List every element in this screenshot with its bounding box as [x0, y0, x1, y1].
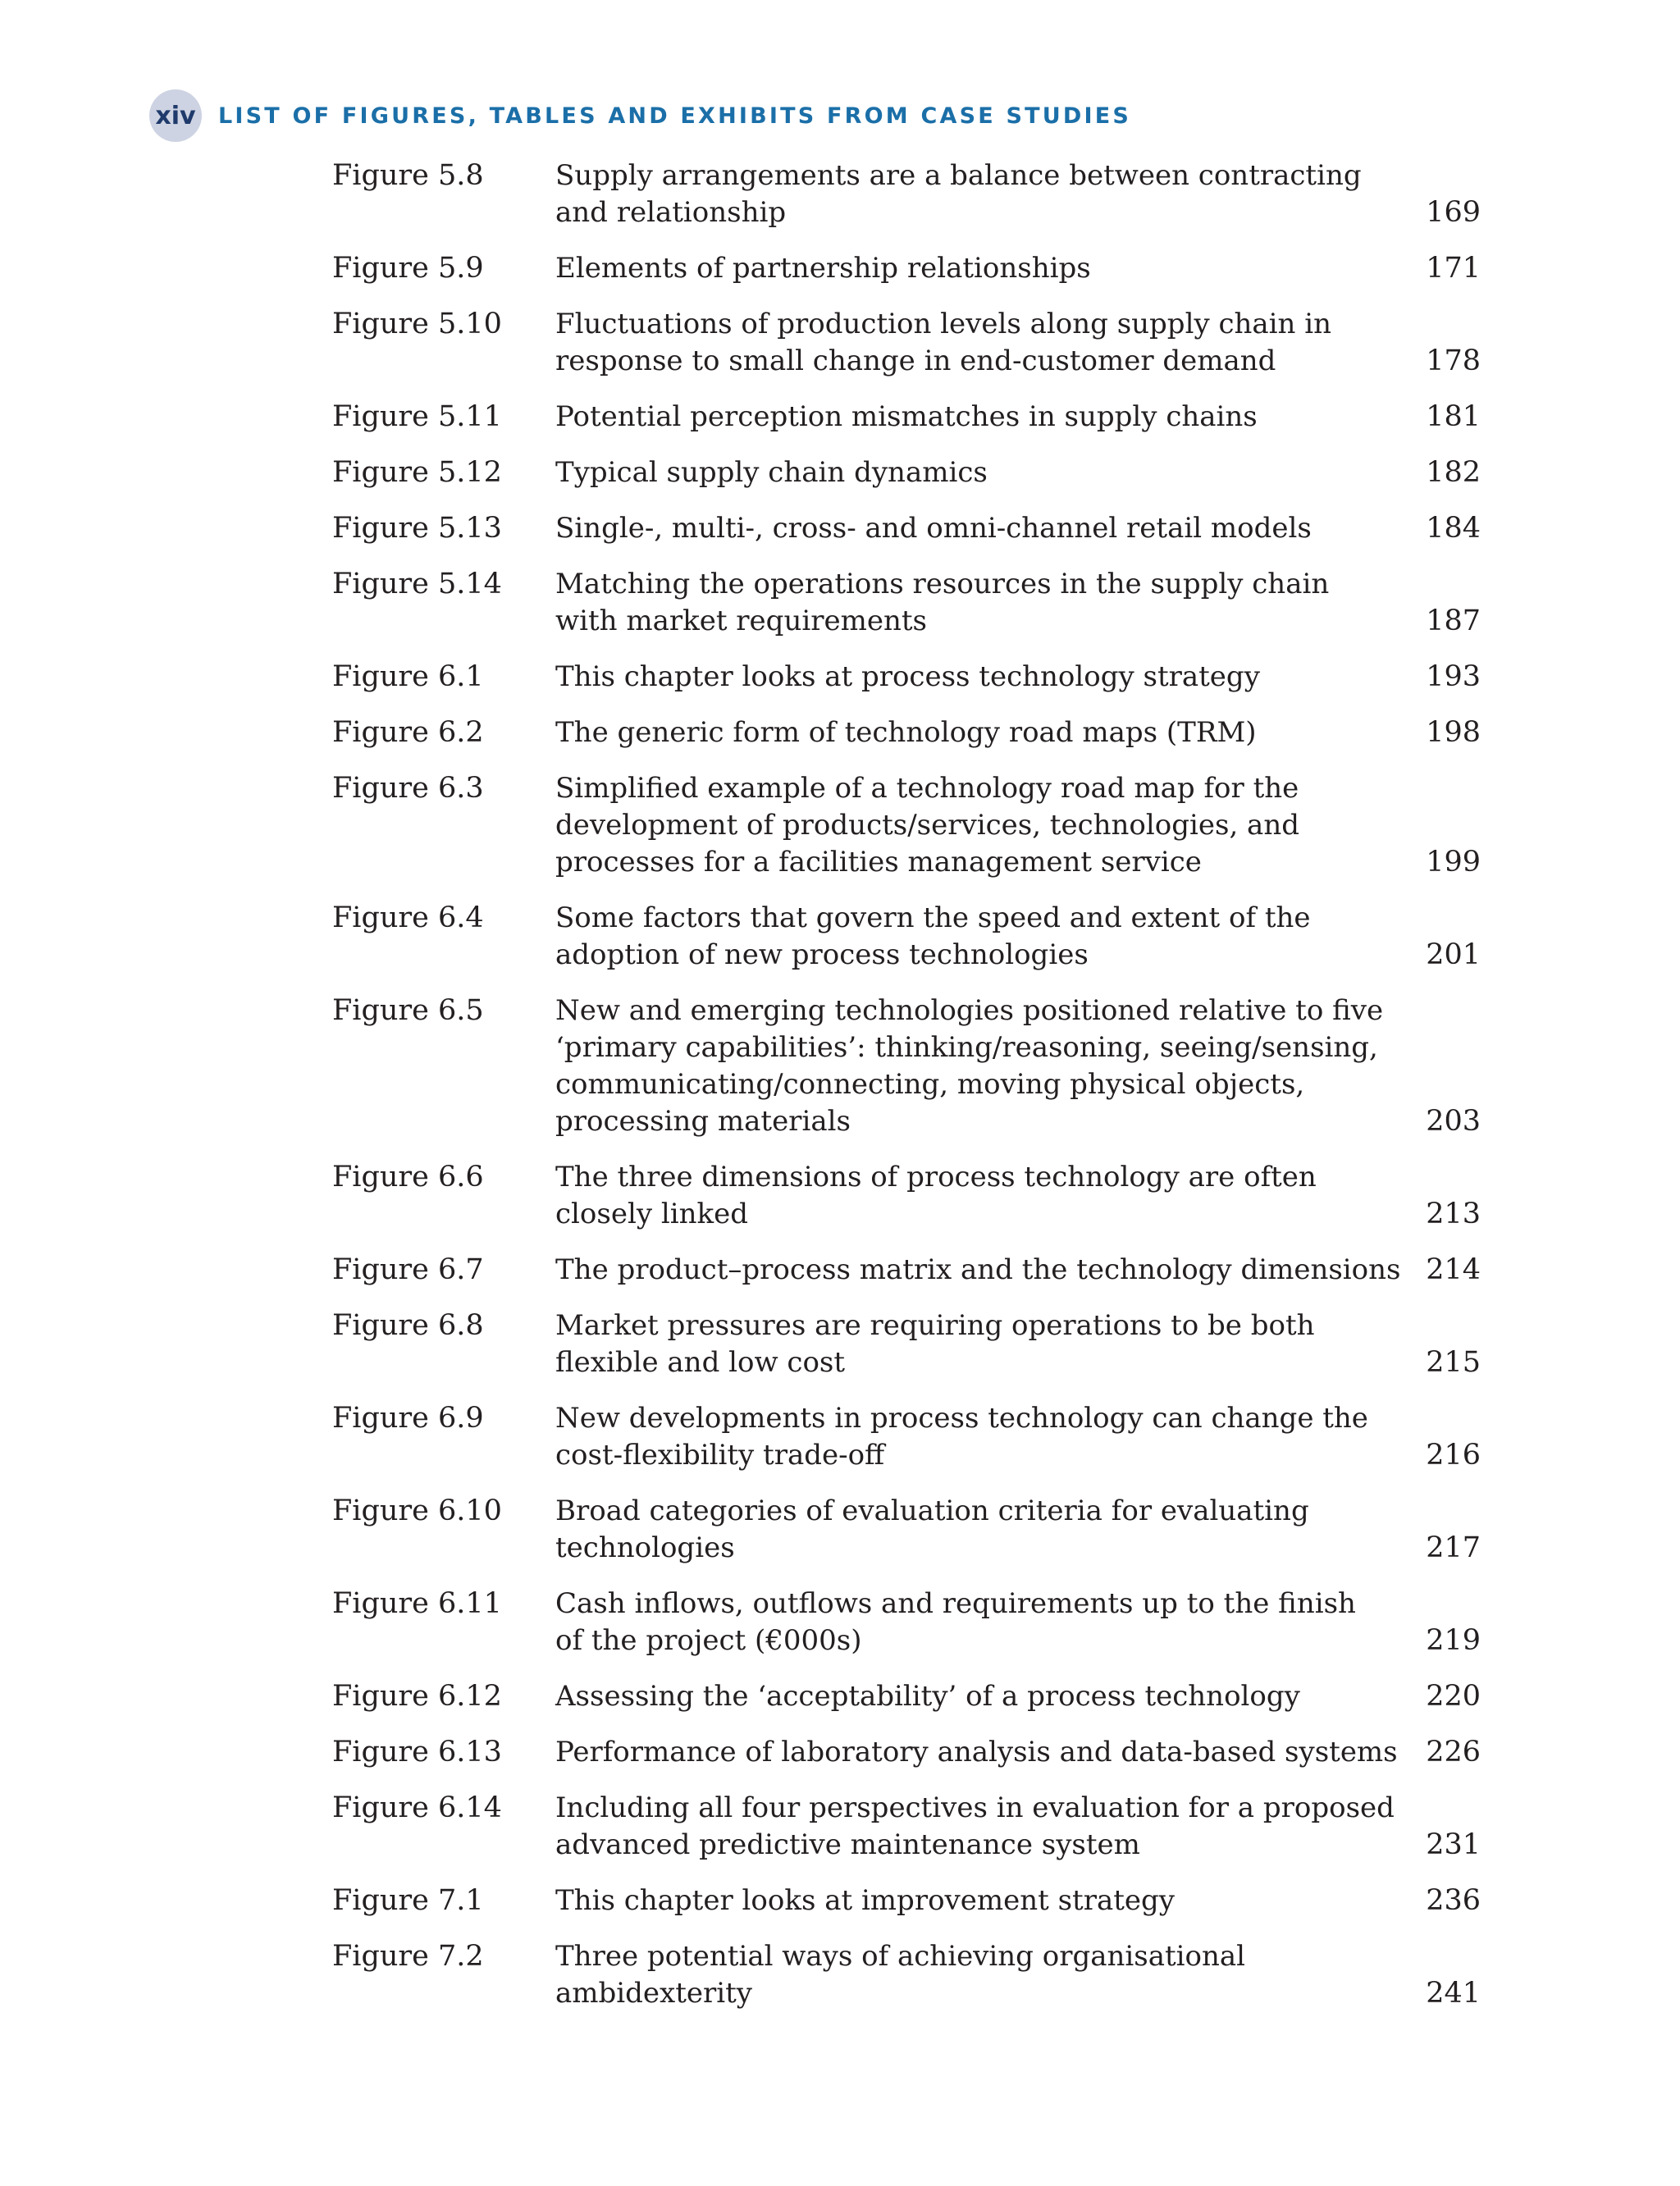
page-number: 201	[1426, 938, 1481, 971]
page-number: 199	[1426, 846, 1481, 879]
figure-title: Elements of partnership relationships	[555, 252, 1091, 285]
page-number: 213	[1426, 1198, 1481, 1230]
page-number: 214	[1426, 1253, 1481, 1286]
list-item	[332, 714, 1481, 751]
page-number: 217	[1426, 1531, 1481, 1564]
figure-label: Figure 5.13	[332, 512, 502, 545]
list-item	[332, 1790, 1481, 1864]
figure-title: The product–process matrix and the technology dimensions	[555, 1253, 1401, 1286]
page-number: 169	[1426, 196, 1481, 229]
figure-title: Broad categories of evaluation criteria for evaluating technologies	[555, 1495, 1309, 1564]
figure-label: Figure 6.12	[332, 1680, 502, 1713]
figure-label: Figure 6.13	[332, 1736, 502, 1768]
page-number: 181	[1426, 400, 1481, 433]
figure-title: Including all four perspectives in evaluation for a proposed advanced predictive maintenance system	[555, 1791, 1395, 1861]
figure-title: New and emerging technologies positioned relative to five ‘primary capabilities’: thinking/reasoning, seeing/sensing, communicating/connecting, moving physical objects, processing materials	[555, 994, 1384, 1138]
page-number: 215	[1426, 1346, 1481, 1379]
figure-label: Figure 6.5	[332, 994, 484, 1027]
list-item	[332, 1734, 1481, 1771]
figure-title: Market pressures are requiring operations to be both flexible and low cost	[555, 1309, 1315, 1379]
page-number: 198	[1426, 716, 1481, 749]
figure-label: Figure 5.10	[332, 308, 502, 340]
page-number-badge: xiv	[149, 89, 202, 142]
page-number: 226	[1426, 1736, 1481, 1768]
figure-label: Figure 5.9	[332, 252, 484, 285]
figure-title: New developments in process technology can change the cost-flexibility trade-off	[555, 1402, 1368, 1472]
list-item	[332, 1400, 1481, 1474]
list-item	[332, 566, 1481, 640]
page-number: 220	[1426, 1680, 1481, 1713]
list-item	[332, 399, 1481, 436]
figure-title: The three dimensions of process technology are often closely linked	[555, 1161, 1317, 1230]
figure-title: Performance of laboratory analysis and data-based systems	[555, 1736, 1398, 1768]
list-item	[332, 1586, 1481, 1659]
figure-label: Figure 7.2	[332, 1940, 484, 1973]
figure-label: Figure 5.11	[332, 400, 502, 433]
list-item	[332, 1307, 1481, 1381]
figure-label: Figure 6.2	[332, 716, 484, 749]
figure-label: Figure 5.12	[332, 456, 502, 489]
figure-title: Three potential ways of achieving organisational ambidexterity	[555, 1940, 1246, 2010]
list-item	[332, 659, 1481, 696]
list-item	[332, 454, 1481, 491]
figure-label: Figure 6.9	[332, 1402, 484, 1435]
figure-title: Supply arrangements are a balance between contracting and relationship	[555, 159, 1362, 229]
page-number: 184	[1426, 512, 1481, 545]
figure-label: Figure 6.6	[332, 1161, 484, 1193]
page-number: 231	[1426, 1828, 1481, 1861]
figure-title: Simplified example of a technology road map for the development of products/services, technologies, and processes for a facilities management service	[555, 772, 1299, 879]
page-number: 187	[1426, 605, 1481, 637]
list-item	[332, 993, 1481, 1140]
figure-title: Assessing the ‘acceptability’ of a process technology	[555, 1680, 1300, 1713]
list-item	[332, 1678, 1481, 1715]
running-head: LIST OF FIGURES, TABLES AND EXHIBITS FROM CASE STUDIES	[218, 103, 1132, 129]
page-number: 182	[1426, 456, 1481, 489]
list-item	[332, 510, 1481, 547]
page-number: 216	[1426, 1439, 1481, 1472]
list-item	[332, 1493, 1481, 1567]
list-item	[332, 770, 1481, 881]
figure-label: Figure 5.14	[332, 568, 502, 600]
list-item	[332, 1883, 1481, 1919]
figure-label: Figure 6.8	[332, 1309, 484, 1342]
figure-label: Figure 5.8	[332, 159, 484, 192]
figure-title: Matching the operations resources in the supply chain with market requirements	[555, 568, 1330, 637]
figure-title: This chapter looks at process technology strategy	[555, 660, 1260, 693]
figure-label: Figure 6.14	[332, 1791, 502, 1824]
figure-label: Figure 6.7	[332, 1253, 484, 1286]
figure-label: Figure 6.11	[332, 1587, 502, 1620]
figure-list	[332, 157, 1481, 2031]
figure-title: Potential perception mismatches in supply chains	[555, 400, 1258, 433]
list-item	[332, 900, 1481, 974]
figure-label: Figure 6.10	[332, 1495, 502, 1527]
page-number: 219	[1426, 1624, 1481, 1657]
figure-label: Figure 6.3	[332, 772, 484, 805]
figure-title: Cash inflows, outflows and requirements up to the finish of the project (€000s)	[555, 1587, 1356, 1657]
figure-label: Figure 7.1	[332, 1884, 484, 1917]
page-number: 203	[1426, 1105, 1481, 1138]
page-header	[149, 90, 1131, 141]
page-number: 236	[1426, 1884, 1481, 1917]
figure-title: Single-, multi-, cross- and omni-channel retail models	[555, 512, 1312, 545]
figure-title: The generic form of technology road maps (TRM)	[555, 716, 1257, 749]
list-item	[332, 1159, 1481, 1233]
list-item	[332, 250, 1481, 287]
figure-title: Some factors that govern the speed and extent of the adoption of new process technologies	[555, 901, 1311, 971]
figure-title: This chapter looks at improvement strategy	[555, 1884, 1175, 1917]
figure-title: Fluctuations of production levels along supply chain in response to small change in end-customer demand	[555, 308, 1332, 377]
page-number: 241	[1426, 1977, 1481, 2010]
list-item	[332, 157, 1481, 231]
page-number: 171	[1426, 252, 1481, 285]
page-number: 193	[1426, 660, 1481, 693]
figure-label: Figure 6.4	[332, 901, 484, 934]
figure-title: Typical supply chain dynamics	[555, 456, 988, 489]
list-item	[332, 1938, 1481, 2012]
list-item	[332, 1252, 1481, 1289]
page-number: 178	[1426, 345, 1481, 377]
figure-label: Figure 6.1	[332, 660, 484, 693]
list-item	[332, 306, 1481, 380]
